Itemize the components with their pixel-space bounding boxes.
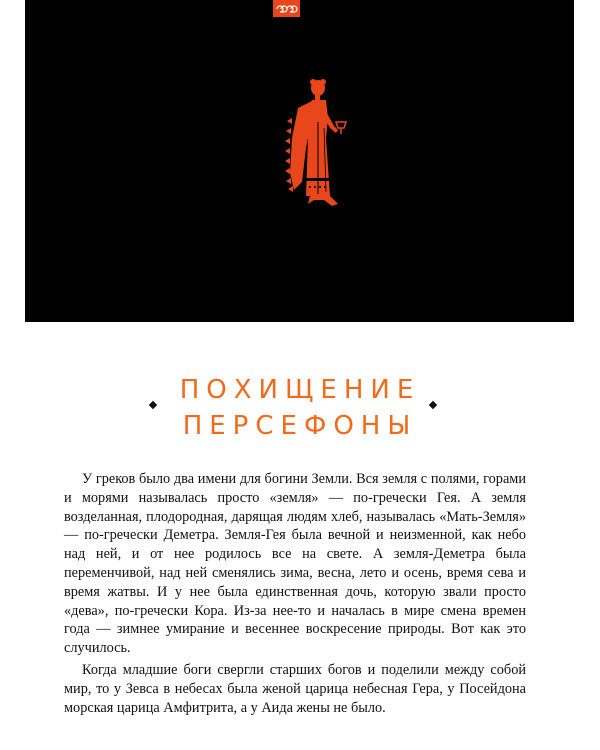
paragraph: У греков было два имени для богини Земли. Вся земля с полями, горами и морями называлась просто «земля» — по-гречески Гея. А земля возделанная, плодородная, дарящая людям хлеб, называлась «Мать-Земля» — по-гречески Деметра. Земля-Гея была вечной и неизменной, как небо над ней, и от нее родилось все на свете. А земля-Деметра была переменчивой, над ней сменялись зима, весна, лето и осень, время сева и время жатвы. И у нее была единственная дочь, которую звали просто «дева», по-гречески Кора. Из-за нее-то и началась в мире смена времен года — зимнее умирание и весеннее воскресение природы. Вот как это случилось. — [64, 471, 526, 657]
paragraph: Когда младшие боги свергли старших богов и поделили между собой мир, то у Зевса в небесах была женой царица небесная Гера, у Посейдона морская царица Амфитрита, а у Аида жены не было. — [64, 661, 526, 716]
body-text — [64, 470, 526, 717]
spiral-meander-ornament — [273, 0, 300, 17]
chapter-title-line-1: ПОХИЩЕНИЕ — [179, 375, 421, 405]
illustration-panel — [25, 0, 574, 322]
greek-red-figure-woman-icon — [280, 78, 350, 223]
spiral-ornament-icon — [273, 0, 300, 17]
chapter-title-line-2: ПЕРСЕФОНЫ — [182, 411, 418, 441]
